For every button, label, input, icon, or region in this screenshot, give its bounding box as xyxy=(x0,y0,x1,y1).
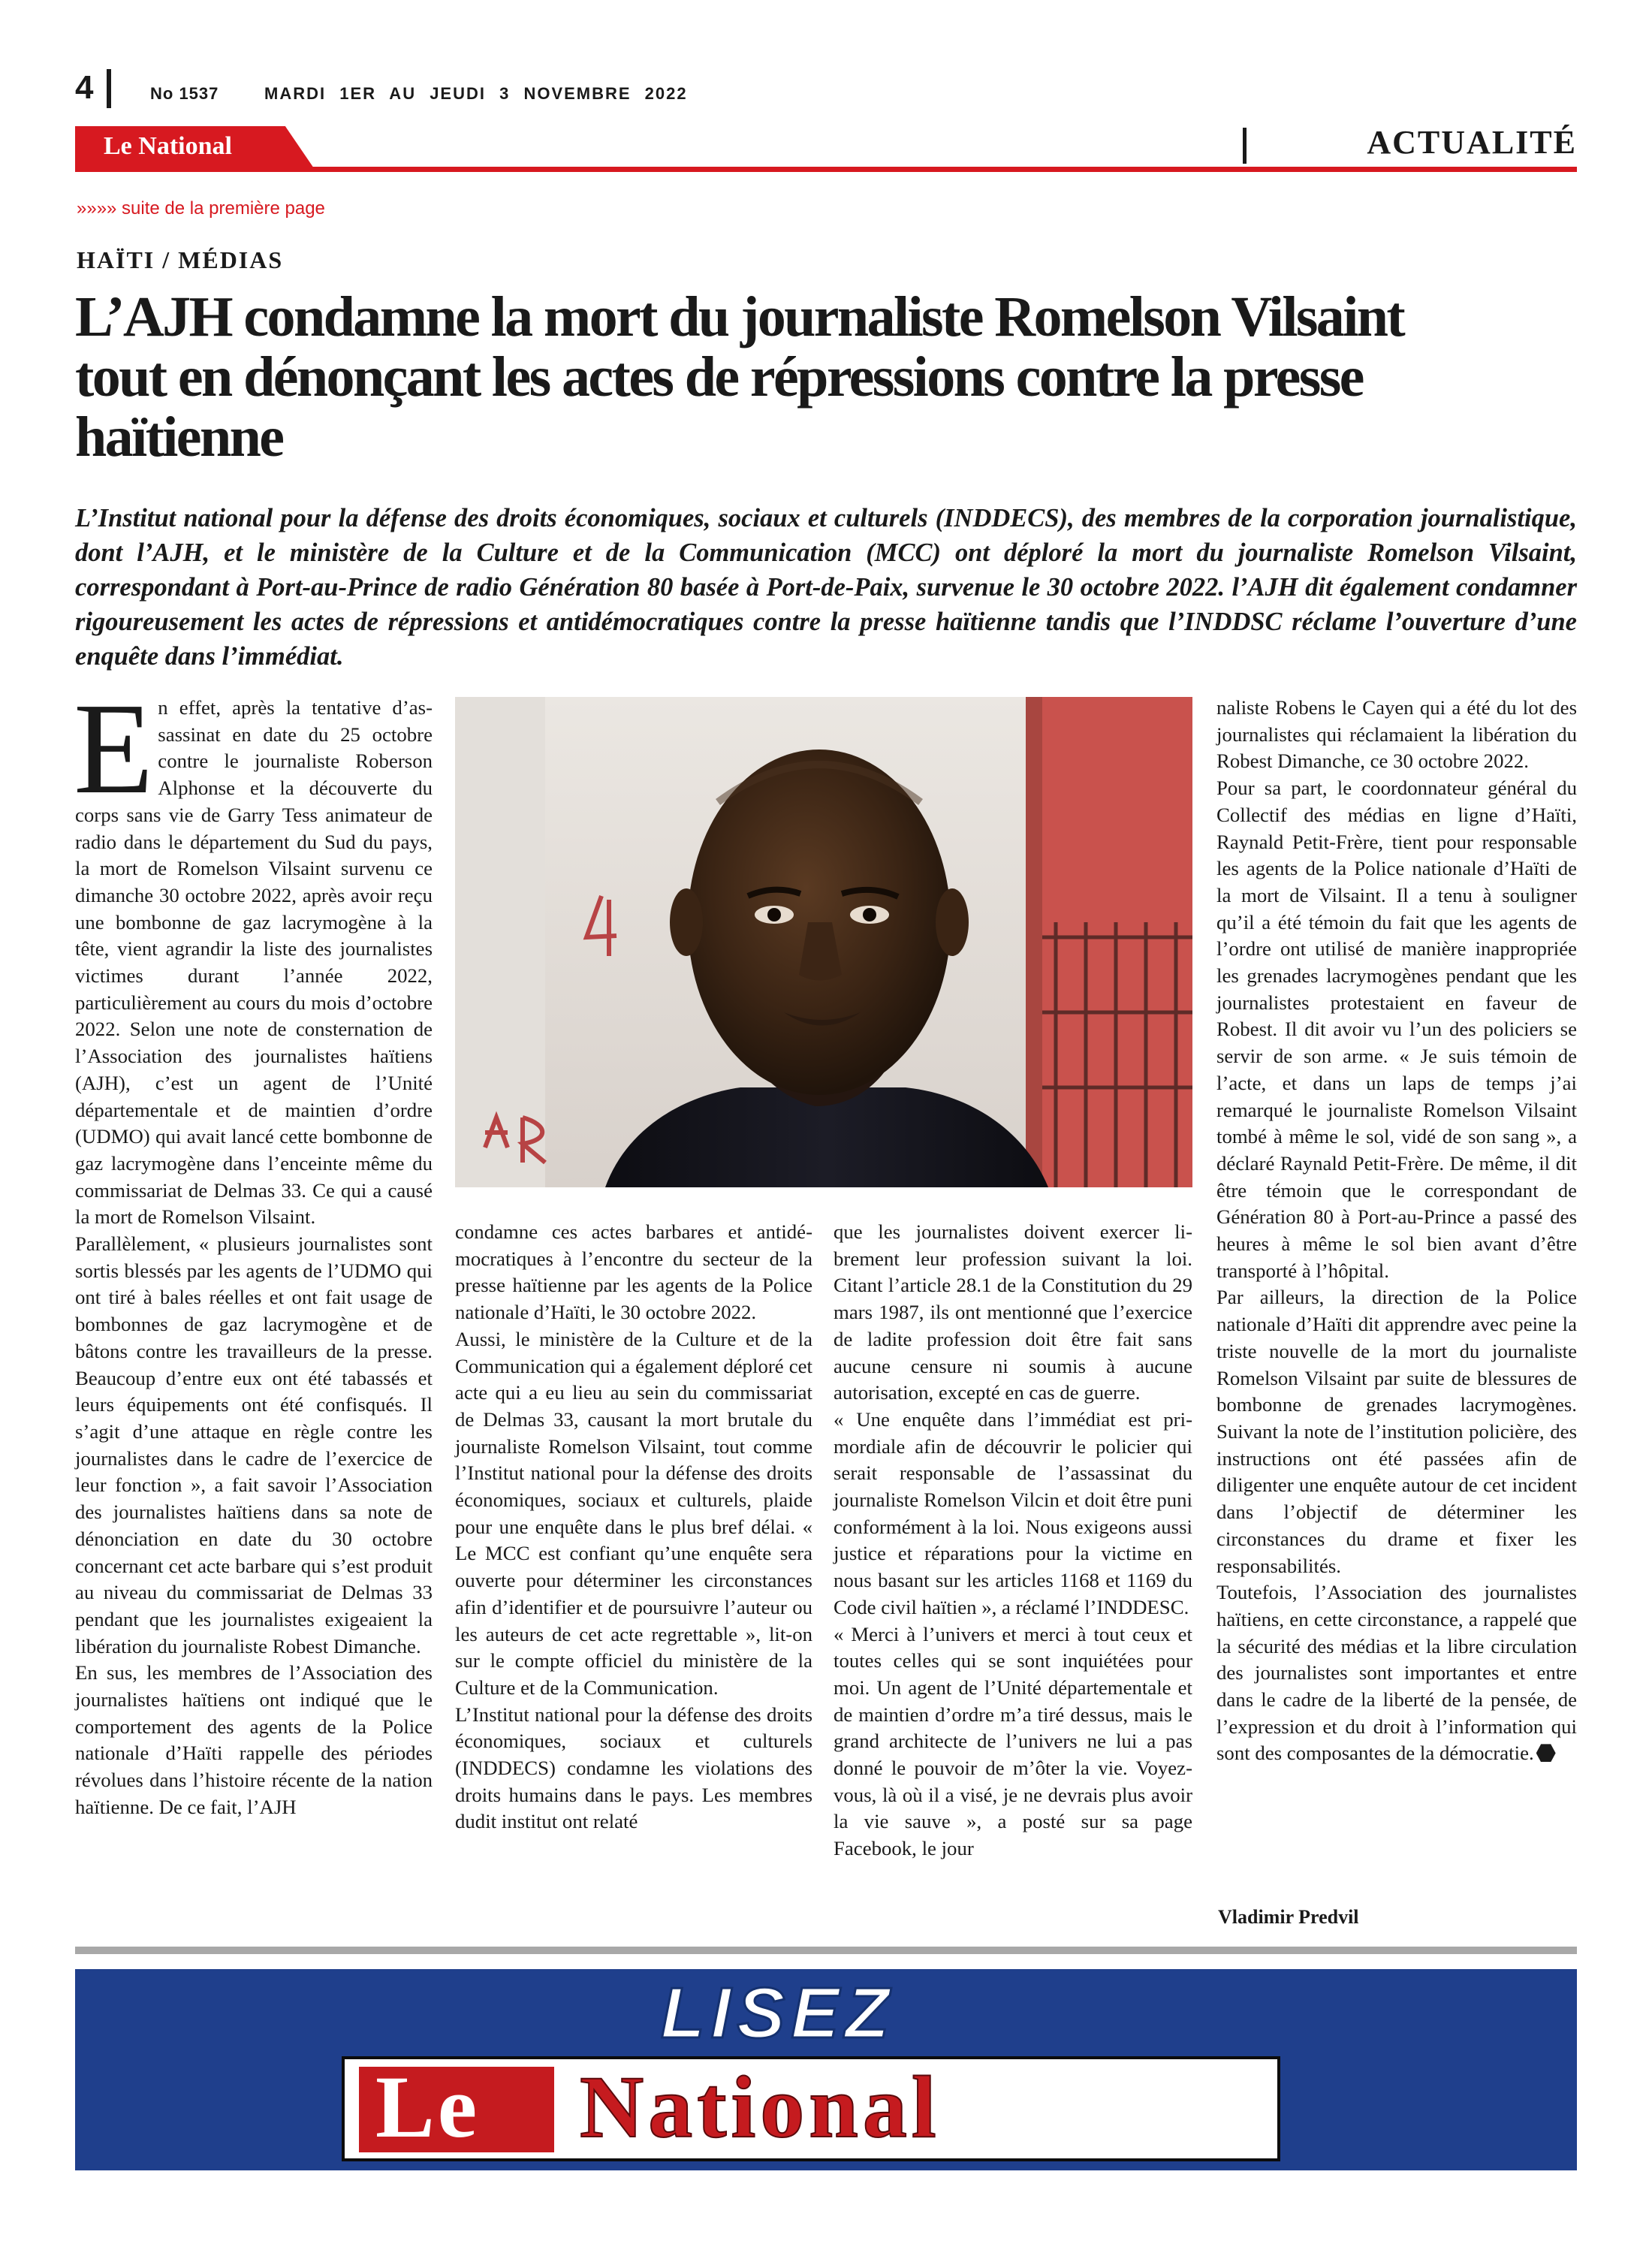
ad-logo-part-1: Le xyxy=(375,2058,481,2156)
article-column-2 xyxy=(455,1219,812,1835)
paragraph: condamne ces actes barbares et antidémocratiques à l’encontre du secteur de la presse haïtienne par les agents de la Police nationale d’Haïti, le 30 octobre 2022. xyxy=(455,1220,812,1324)
footer-rule xyxy=(75,1947,1577,1954)
ad-headline: LISEZ xyxy=(661,1973,896,2053)
paragraph: En sus, les membres de l’Association des journalistes haïtiens ont indiqué que le comportement des agents de la Police nationale d’Haïti rappelle des périodes révolues dans l’histoire récente de la nation haïtienne. De ce fait, l’AJH xyxy=(75,1661,433,1818)
end-mark-icon xyxy=(1536,1744,1556,1762)
page-number: 4 xyxy=(75,69,94,106)
paragraph: Aussi, le ministère de la Culture et de la Communication qui a également déploré cet acte qui a eu lieu au sein du commissariat de Delmas 33, causant la mort brutale du journaliste Romelson Vilsaint, tout comme l’Institut national pour la défense des droits économiques, sociaux et culturels, plaide pour une enquête dans le plus bref délai. « Le MCC est confiant qu’une enquête sera ouverte pour déterminer les circonstances afin d’identifier et de poursuivre l’auteur ou les auteurs de cet acte regrettable », lit-on sur le compte officiel du ministère de la Culture et de la Communication. xyxy=(455,1327,812,1699)
issue-date: MARDI 1ER AU JEUDI 3 NOVEMBRE 2022 xyxy=(264,84,688,103)
drop-cap: E xyxy=(74,676,154,821)
paragraph: que les journalistes doivent exercer librement leur profession suivant la loi. Citant l’article 28.1 de la Constitution du 29 mars 1987, ils ont mentionné que l’exercice de ladite profession doit être fait sans aucune censure ni soumis à aucune autorisation, excepté en cas de guerre. xyxy=(834,1220,1192,1404)
paragraph xyxy=(1216,1579,1577,1767)
article-column-4 xyxy=(1216,695,1577,1767)
paragraph: « Merci à l’univers et merci à tout ceux et toutes celles qui se sont inquiétées pour moi. Un agent de l’Unité départementale et de maintien d’ordre m’a tiré dessus, mais le grand architecte de l’univers ne lui a pas donné le pouvoir de m’ôter la vie. Voyez-vous, là où il a visé, je ne devrais plus avoir la vie sauve », a posté sur sa page Facebook, le jour xyxy=(834,1622,1192,1860)
author-signature: Vladimir Predvil xyxy=(1218,1906,1359,1928)
headline-line-2: tout en dénonçant les actes de répressions contre la presse xyxy=(75,345,1363,409)
article-lead: L’Institut national pour la défense des droits économiques, sociaux et culturels (INDDECS), des membres de la corporation journalistique, dont l’AJH, et le ministère de la Culture et de la Communication (MCC) ont déploré la mort du journaliste Romelson Vilsaint, correspondant à Port-au-Prince de radio Génération 80 basée à Port-de-Paix, survenue le 30 octobre 2022. l’AJH dit également condamner rigoureusement les actes de répressions et antidémocratiques contre la presse haïtienne tandis que l’INDDSC réclame l’ouverture d’une enquête dans l’immédiat. xyxy=(75,504,1577,671)
headline-line-3: haïtienne xyxy=(75,406,283,469)
paragraph: Parallèlement, « plusieurs journalistes sont sortis blessés par les agents de l’UDMO qui ont tiré à bales réelles et ont fait usage de bombonnes de gaz lacrymogène et de bâtons contre les travailleurs de la presse. Beaucoup d’entre eux ont été tabassés et leurs équipements ont été confisqués. Il s’agit d’une attaque en règle contre les journalistes dans le cadre de l’exercice de leur fonction », a fait savoir l’Association des journalistes haïtiens dans sa note de dénonciation en date du 30 octobre concernant cet acte barbare qui s’est produit au niveau du commissariat de Delmas 33 pendant que les journalistes exigeaient la libération du journaliste Robest Dimanche. xyxy=(75,1232,433,1657)
page-number-divider xyxy=(107,69,111,108)
continued-note: »»»» suite de la première page xyxy=(77,198,325,219)
paragraph: Par ailleurs, la direction de la Police nationale d’Haïti dit apprendre avec peine la triste nouvelle de la mort du journaliste Romelson Vilsaint par suite de blessures de bombonne de grenades lacrymogènes. Suivant la note de l’institution policière, des instructions ont été passées afin de diligenter une enquête autour de cet incident dans l’objectif de déterminer les circonstances du drame et fixer les responsabilités. xyxy=(1216,1286,1577,1577)
article-column-3 xyxy=(834,1219,1192,1862)
issue-number: No 1537 xyxy=(150,84,219,103)
paragraph: « Une enquête dans l’immédiat est primordiale afin de découvrir le policier qui serait responsable de l’assassinat du journaliste Romelson Vilcin et doit être puni conformément à la loi. Nous exigeons aussi justice et réparations pour la victime en nous basant sur les articles 1168 et 1169 du Code civil haïtien », a réclamé l’INDDESC. xyxy=(834,1407,1192,1618)
article-kicker: HAÏTI / MÉDIAS xyxy=(77,246,284,273)
paragraph: Pour sa part, le coordonnateur général du Collectif des médias en ligne d’Haïti, Raynald Petit-Frère, tient pour responsable les agents de la Police nationale d’Haïti de la mort de Vilsaint. Il a tenu à souligner qu’il a été témoin du fait que les agents de l’ordre ont utilisé de manière inappropriée les grenades lacrymogènes pendant que les journalistes protestaient en faveur de Robest. Il dit avoir vu l’un des policiers se servir de son arme. « Je suis témoin de l’acte, et dans un laps de temps j’ai remarqué le journaliste Romelson Vilsaint tombé à même le sol, vidé de son sang », a déclaré Raynald Petit-Frère. De même, il dit être témoin que le correspondant de Génération 80 à Port-au-Prince a passé des heures à même le sol bien avant d’être transporté à l’hôpital. xyxy=(1216,777,1577,1282)
paragraph-text: n effet, après la tentative d’assassinat en date du 25 octobre contre le journaliste Roberson Alphonse et la découverte du corps sans vie de Garry Tess animateur de radio dans le département du Sud du pays, la mort de Romelson Vilsaint survenu ce dimanche 30 octobre 2022, après avoir reçu une bombonne de gaz lacrymogène à la tête, vient agrandir la liste des journalistes victimes durant l’année 2022, particulièrement au cours du mois d’octobre 2022. Selon une note de consternation de l’Association des journalistes haïtiens (AJH), c’est un agent de l’Unité départementale et de maintien d’ordre (UDMO) qui avait lancé cette bombonne de gaz lacrymogène dans l’enceinte même du commissariat de Delmas 33. Ce qui a causé la mort de Romelson Vilsaint. xyxy=(75,696,433,1229)
article-headline xyxy=(75,287,1622,467)
article-column-1 xyxy=(74,676,433,1821)
paragraph: naliste Robens le Cayen qui a été du lot des journalistes qui réclamaient la libération du Robest Dimanche, ce 30 octobre 2022. xyxy=(1216,696,1577,773)
paragraph xyxy=(74,676,433,1231)
headline-line-1: L’AJH condamne la mort du journaliste Romelson Vilsaint xyxy=(75,285,1404,348)
paragraph: L’Institut national pour la défense des droits économiques, sociaux et culturels (INDDECS) condamne les violations des droits humains dans le pays. Les membres dudit institut ont relaté xyxy=(455,1703,812,1833)
article-photo xyxy=(455,697,1192,1187)
paragraph-text: Toutefois, l’Association des journalistes haïtiens, en cette circonstance, a rappelé que la sécurité des médias et la libre circulation des journalistes sont importantes et entre dans le cadre de la liberté de la pensée, de l’expression et du droit à l’information qui sont des composantes de la démocratie. xyxy=(1216,1581,1577,1765)
ad-logo-part-2: National xyxy=(580,2058,941,2156)
header-rule xyxy=(75,167,1577,172)
section-title: ACTUALITÉ xyxy=(1367,124,1577,161)
section-divider xyxy=(1243,128,1247,164)
brand-name: Le National xyxy=(104,132,232,160)
